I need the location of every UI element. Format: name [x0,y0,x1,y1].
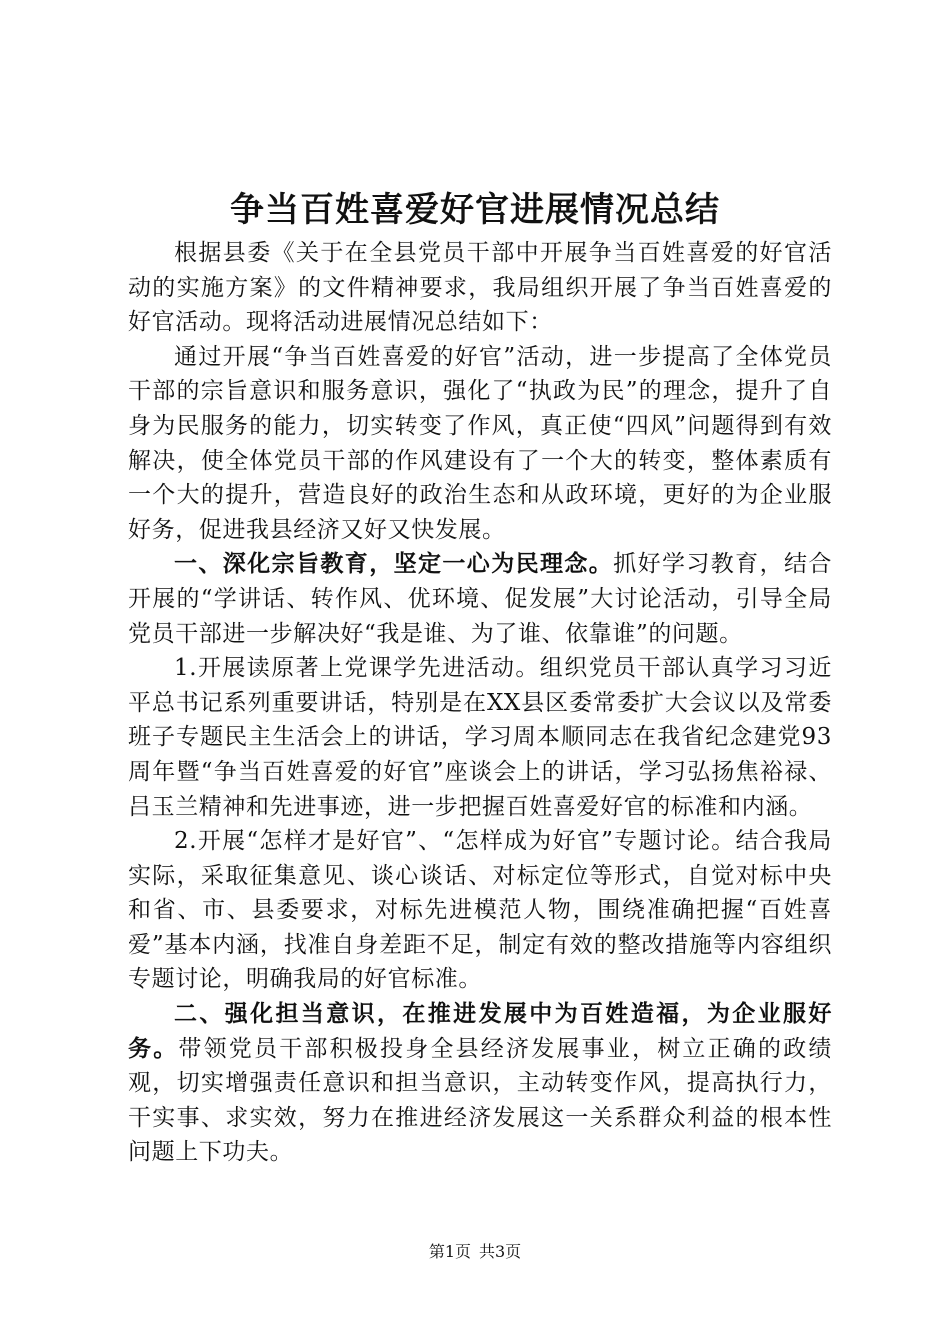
paragraph-section-two [128,997,832,1170]
paragraph-intro [128,236,832,340]
paragraph-text: 根据县委《关于在全县党员干部中开展争当百姓喜爱的好官活动的实施方案》的文件精神要求，我局组织开展了争当百姓喜爱的好官活动。现将活动进展情况总结如下： [128,240,832,336]
document-title: 争当百姓喜爱好官进展情况总结 [230,190,720,230]
section-heading: 二、强化担当意识，在推进发展中为百姓造福，为企业服好务。 [128,1000,832,1062]
page-total: 共3页 [479,1242,522,1261]
paragraph-text: 带领党员干部积极投身全县经济发展事业，树立正确的政绩观，切实增强责任意识和担当意识，主动转变作风，提高执行力，干实事、求实效，努力在推进经济发展这一关系群众利益的根本性问题上下功夫。 [128,1035,832,1166]
paragraph-item-two [128,824,832,997]
paragraph-item-one [128,651,832,824]
page-number: 第1页 [428,1242,471,1261]
section-heading: 一、深化宗旨教育，坚定一心为民理念。 [174,550,614,578]
paragraph-text: 通过开展“争当百姓喜爱的好官”活动，进一步提高了全体党员干部的宗旨意识和服务意识，强化了“执政为民”的理念，提升了自身为民服务的能力，切实转变了作风，真正使“四风”问题得到有效解决，使全体党员干部的作风建设有了一个大的转变，整体素质有一个大的提升，营造良好的政治生态和从政环境，更好的为企业服好务，促进我县经济又好又快发展。 [128,343,832,543]
paragraph-text: 1.开展读原著上党课学先进活动。组织党员干部认真学习习近平总书记系列重要讲话，特别是在XX县区委常委扩大会议以及常委班子专题民主生活会上的讲话，学习周本顺同志在我省纪念建党93周年暨“争当百姓喜爱的好官”座谈会上的讲话，学习弘扬焦裕禄、吕玉兰精神和先进事迹，进一步把握百姓喜爱好官的标准和内涵。 [128,655,832,820]
paragraph-summary [128,340,832,548]
paragraph-text: 抓好学习教育，结合开展的“学讲话、转作风、优环境、促发展”大讨论活动，引导全局党员干部进一步解决好“我是谁、为了谁、依靠谁”的问题。 [128,551,832,647]
paragraph-text: 2.开展“怎样才是好官”、“怎样成为好官”专题讨论。结合我局实际，采取征集意见、谈心谈话、对标定位等形式，自觉对标中央和省、市、县委要求，对标先进模范人物，围绕准确把握“百姓喜爱”基本内涵，找准自身差距不足，制定有效的整改措施等内容组织专题讨论，明确我局的好官标准。 [128,828,832,993]
paragraph-section-one [128,547,832,651]
document-body [128,236,832,1170]
page-footer [0,1240,950,1264]
